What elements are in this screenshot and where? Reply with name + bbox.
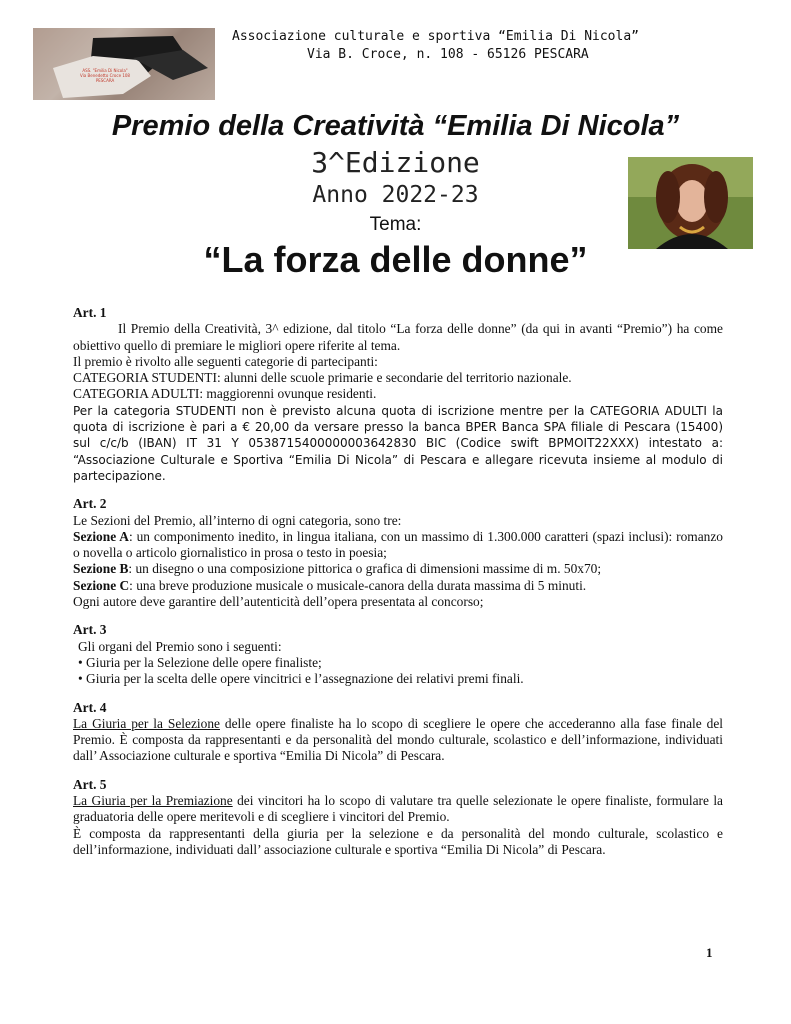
section-c-label: Sezione C	[73, 577, 130, 593]
article-4-paragraph	[73, 716, 723, 765]
page-number: 1	[706, 945, 713, 960]
section-b	[73, 561, 723, 577]
spacer	[73, 688, 723, 700]
list-item: • Giuria per la Selezione delle opere finaliste;	[78, 655, 723, 671]
section-c-text: : una breve produzione musicale o musicale-canora della durata massima di 5 minuti.	[129, 577, 587, 593]
article-5-heading: Art. 5	[73, 776, 107, 792]
article-4-text: delle opere finaliste ha lo scopo di scegliere le opere che accederanno alla fase finale del Premio. È composta da rappresentanti e da personalità del mondo culturale, scolastico e dell’informazione, individuati dall’ Associazione culturale e sportiva “Emilia Di Nicola” di Pescara.	[73, 715, 723, 764]
section-b-label: Sezione B	[73, 561, 129, 577]
spacer	[73, 484, 723, 496]
article-2-intro: Le Sezioni del Premio, all’interno di ogni categoria, sono tre:	[73, 512, 402, 528]
article-1-fee-paragraph: Per la categoria STUDENTI non è previsto alcuna quota di iscrizione mentre per la CATEGORIA ADULTI la quota di iscrizione è pari a € 20,00 da versare presso la banca BPER Banca SPA filiale di Pescara (15400) sul c/c/b (IBAN) IT 31 Y 0538715400000003642830 BIC (Codice swift BPMOIT22XXX) intestato a: “Associazione Culturale e Sportiva “Emilia Di Nicola” di Pescara e allegare ricevuta insieme al modulo di partecipazione.	[73, 403, 723, 483]
article-3-heading: Art. 3	[73, 622, 107, 638]
article-2-outro: Ogni autore deve garantire dell’autenticità dell’opera presentata al concorso;	[73, 594, 484, 610]
spacer	[73, 610, 723, 622]
organs-list	[73, 655, 723, 688]
section-a-label: Sezione A	[73, 528, 129, 544]
article-5-paragraph: È composta da rappresentanti della giuria per la selezione e da personalità del mondo culturale, scolastico e dell’informazione, individuati dall’ associazione culturale e sportiva “Emilia Di Nicola” di Pescara.	[73, 825, 723, 857]
article-2-heading: Art. 2	[73, 496, 107, 512]
association-header	[232, 28, 772, 64]
association-name: Associazione culturale e sportiva “Emilia Di Nicola”	[232, 29, 639, 44]
portrait-image	[628, 157, 753, 249]
logo-line: PESCARA	[95, 78, 115, 83]
article-1-heading: Art. 1	[73, 305, 107, 320]
logo-caption	[75, 68, 135, 83]
association-logo	[33, 28, 215, 100]
edition-label: 3^Edizione	[311, 146, 480, 179]
spacer	[73, 765, 723, 777]
award-title: Premio della Creatività “Emilia Di Nicola”	[111, 110, 680, 142]
selection-jury-term: La Giuria per la Selezione	[73, 715, 220, 731]
handshake-logo-icon	[33, 28, 215, 100]
award-jury-term: La Giuria per la Premiazione	[73, 793, 233, 809]
article-1-paragraph: Il premio è rivolto alle seguenti categorie di partecipanti:	[73, 353, 378, 369]
theme-label: Tema:	[369, 214, 422, 235]
article-5-text: dei vincitori ha lo scopo di valutare tra quelle selezionate le opere finaliste, formulare la graduatoria delle opere meritevoli e di scegliere i vincitori del Premio.	[73, 793, 723, 825]
list-item: • Giuria per la scelta delle opere vincitrici e l’assegnazione dei relativi premi finali.	[78, 671, 723, 687]
portrait-photo	[628, 157, 753, 249]
association-address: Via B. Croce, n. 108 - 65126 PESCARA	[307, 47, 589, 62]
logo-line: ASS. "Emilia Di Nicola"	[82, 68, 128, 73]
article-4-heading: Art. 4	[73, 699, 107, 715]
section-b-text: : un disegno o una composizione pittorica o grafica di dimensioni massime di m. 50x70;	[128, 561, 602, 577]
article-1-paragraph: CATEGORIA STUDENTI: alunni delle scuole primarie e secondarie del territorio nazionale.	[73, 370, 572, 386]
article-3-intro: Gli organi del Premio sono i seguenti:	[78, 638, 282, 654]
regulation-body	[73, 305, 723, 858]
theme-title: “La forza delle donne”	[203, 239, 588, 280]
section-c	[73, 578, 723, 594]
article-1-paragraph: Il Premio della Creatività, 3^ edizione, dal titolo “La forza delle donne” (da qui in avanti “Premio”) ha come obiettivo quello di premiare le migliori opere riferite al tema.	[73, 321, 723, 353]
article-5-paragraph	[73, 793, 723, 826]
section-a-text: : un componimento inedito, in lingua italiana, con un massimo di 1.300.000 caratteri (spazi inclusi): romanzo o novella o articolo giornalistico in prosa o testo in poesia;	[73, 528, 723, 561]
year-label: Anno 2022-23	[312, 182, 479, 208]
logo-line: Via Benedetto Croce 108	[80, 73, 130, 78]
article-1-paragraph: CATEGORIA ADULTI: maggiorenni ovunque residenti.	[73, 386, 377, 402]
section-a	[73, 529, 723, 562]
